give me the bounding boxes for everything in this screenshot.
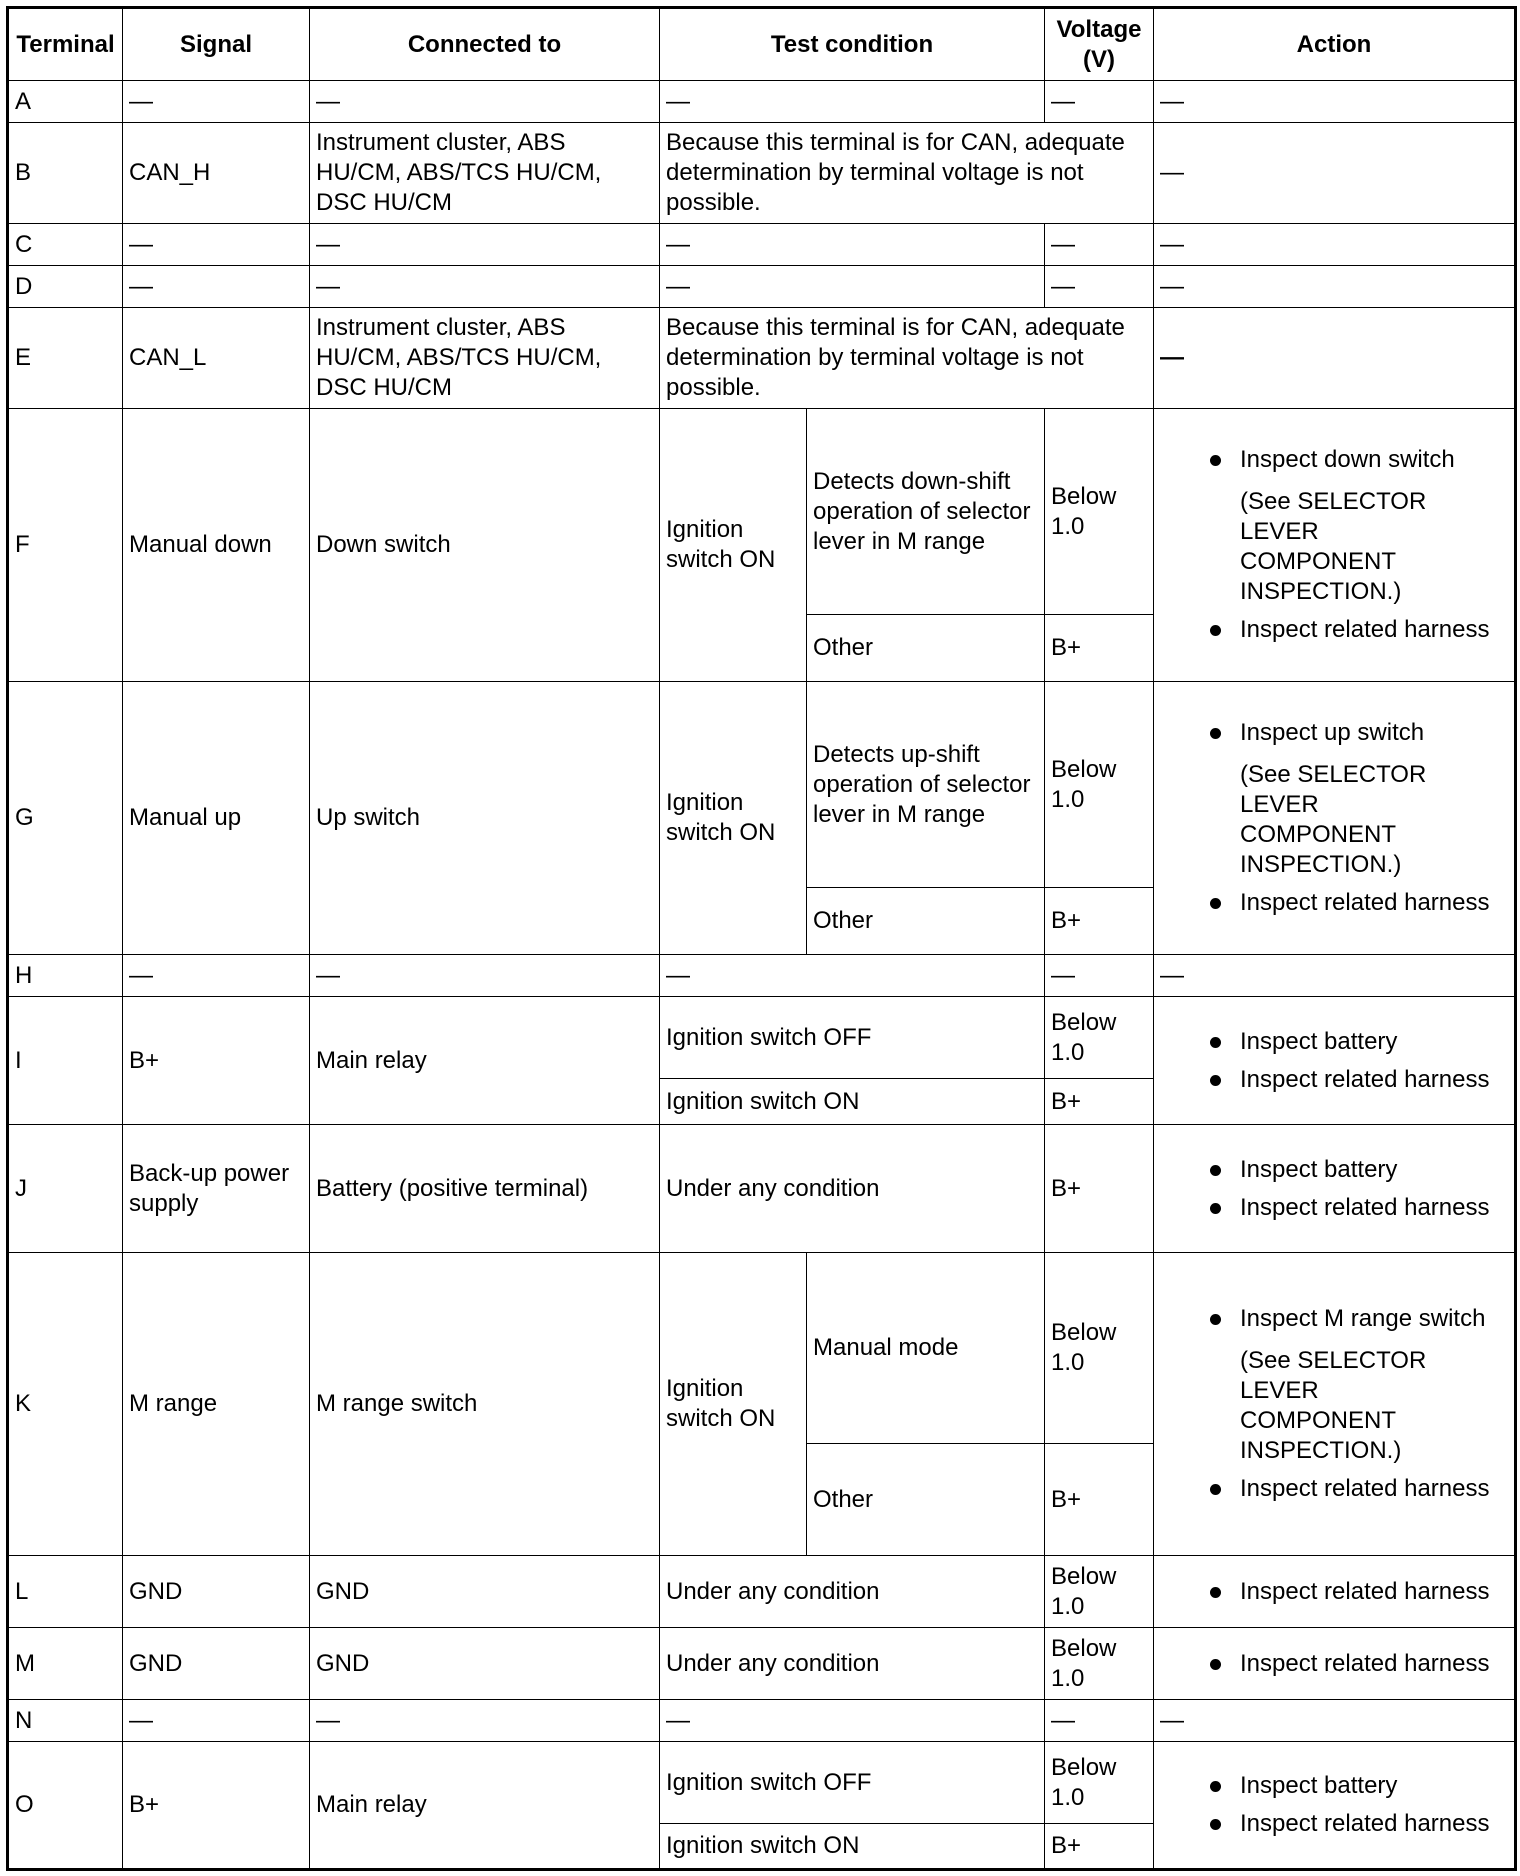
action-bullet: Inspect related harness [1160,1809,1508,1839]
table-row [8,682,1516,888]
voltage-cell: B+ [1045,1444,1154,1556]
connected-cell: — [310,955,660,997]
header-action: Action [1154,8,1516,81]
action-cell [1154,1742,1516,1870]
terminal-cell: K [8,1253,123,1556]
condition-cell: — [660,955,1045,997]
condition-cell: — [660,224,1045,266]
voltage-cell: Below 1.0 [1045,682,1154,888]
condition-cell: Ignition switch ON [660,409,807,682]
terminal-cell: J [8,1125,123,1253]
header-terminal: Terminal [8,8,123,81]
action-cell: — [1154,123,1516,224]
voltage-cell: Below 1.0 [1045,1253,1154,1444]
terminal-cell: N [8,1700,123,1742]
subcondition-cell: Other [807,615,1045,682]
voltage-cell: Below 1.0 [1045,997,1154,1079]
signal-cell: CAN_H [123,123,310,224]
connected-cell: Down switch [310,409,660,682]
header-signal: Signal [123,8,310,81]
terminal-cell: M [8,1628,123,1700]
action-bullet: Inspect battery [1160,1027,1508,1057]
table-row [8,1125,1516,1253]
table-row [8,997,1516,1079]
action-cell: — [1154,955,1516,997]
header-voltage: Voltage (V) [1045,8,1154,81]
connected-cell: GND [310,1628,660,1700]
action-bullet: Inspect related harness [1160,615,1508,645]
signal-cell: — [123,1700,310,1742]
action-text: Inspect M range switch [1240,1305,1486,1332]
action-cell [1154,409,1516,682]
condition-cell: — [660,266,1045,308]
connected-cell: Instrument cluster, ABS HU/CM, ABS/TCS HU/CM, DSC HU/CM [310,308,660,409]
signal-cell: — [123,955,310,997]
table-row [8,1742,1516,1824]
condition-cell: Ignition switch ON [660,1824,1045,1870]
voltage-cell: B+ [1045,615,1154,682]
table-row [8,409,1516,615]
signal-cell: Manual down [123,409,310,682]
terminal-cell: D [8,266,123,308]
connected-cell: — [310,224,660,266]
table-row [8,123,1516,224]
terminal-cell: A [8,81,123,123]
condition-cell: Ignition switch ON [660,1079,1045,1125]
signal-cell: — [123,266,310,308]
voltage-cell: Below 1.0 [1045,1556,1154,1628]
action-bullet [1160,445,1508,607]
terminal-cell: B [8,123,123,224]
condition-cell: — [660,81,1045,123]
action-cell: — [1154,266,1516,308]
voltage-cell: Below 1.0 [1045,409,1154,615]
signal-cell: — [123,81,310,123]
signal-cell: Manual up [123,682,310,955]
terminal-cell: C [8,224,123,266]
table-row [8,955,1516,997]
condition-cell: Ignition switch OFF [660,1742,1045,1824]
connected-cell: — [310,81,660,123]
action-cell [1154,1125,1516,1253]
action-text: Inspect down switch [1240,446,1455,473]
subcondition-cell: Other [807,888,1045,955]
signal-cell: GND [123,1628,310,1700]
connected-cell: M range switch [310,1253,660,1556]
terminal-cell: G [8,682,123,955]
action-cell [1154,1556,1516,1628]
condition-cell: Ignition switch ON [660,682,807,955]
condition-cell: Under any condition [660,1125,1045,1253]
condition-cell: Ignition switch ON [660,1253,807,1556]
header-row [8,8,1516,81]
terminal-cell: H [8,955,123,997]
connected-cell: Battery (positive terminal) [310,1125,660,1253]
reference-note: (See SELECTOR LEVER COMPONENT INSPECTION.) [1240,488,1427,605]
table-row [8,81,1516,123]
condition-cell: Ignition switch OFF [660,997,1045,1079]
signal-cell: B+ [123,1742,310,1870]
table-row [8,1556,1516,1628]
action-bullet: Inspect battery [1160,1771,1508,1801]
table-row [8,224,1516,266]
action-bullet: Inspect related harness [1160,1649,1508,1679]
action-cell: — [1154,1700,1516,1742]
terminal-cell: O [8,1742,123,1870]
action-cell: — [1154,308,1516,409]
condition-cell: Because this terminal is for CAN, adequate determination by terminal voltage is not possible. [660,123,1154,224]
reference-note: (See SELECTOR LEVER COMPONENT INSPECTION.) [1240,1347,1427,1464]
action-cell: — [1154,81,1516,123]
action-bullet: Inspect related harness [1160,1193,1508,1223]
connected-cell: — [310,266,660,308]
action-cell [1154,682,1516,955]
table-row [8,1253,1516,1444]
terminal-voltage-table [6,6,1517,1871]
connected-cell: Instrument cluster, ABS HU/CM, ABS/TCS HU/CM, DSC HU/CM [310,123,660,224]
voltage-cell: — [1045,955,1154,997]
table-row [8,1628,1516,1700]
subcondition-cell: Manual mode [807,1253,1045,1444]
action-bullet: Inspect related harness [1160,1577,1508,1607]
voltage-cell: Below 1.0 [1045,1628,1154,1700]
header-test-condition: Test condition [660,8,1045,81]
action-bullet: Inspect battery [1160,1155,1508,1185]
signal-cell: Back-up power supply [123,1125,310,1253]
signal-cell: CAN_L [123,308,310,409]
action-bullet [1160,1304,1508,1466]
terminal-cell: L [8,1556,123,1628]
voltage-cell: Below 1.0 [1045,1742,1154,1824]
condition-cell: Under any condition [660,1556,1045,1628]
connected-cell: — [310,1700,660,1742]
terminal-cell: F [8,409,123,682]
voltage-cell: B+ [1045,1125,1154,1253]
action-cell [1154,1628,1516,1700]
connected-cell: Main relay [310,997,660,1125]
subcondition-cell: Detects down-shift operation of selector lever in M range [807,409,1045,615]
voltage-cell: B+ [1045,888,1154,955]
action-bullet: Inspect related harness [1160,1065,1508,1095]
action-text: Inspect up switch [1240,719,1425,746]
condition-cell: Under any condition [660,1628,1045,1700]
table-row [8,1700,1516,1742]
signal-cell: B+ [123,997,310,1125]
voltage-cell: B+ [1045,1824,1154,1870]
voltage-cell: — [1045,81,1154,123]
subcondition-cell: Other [807,1444,1045,1556]
condition-cell: — [660,1700,1045,1742]
table-row [8,308,1516,409]
signal-cell: GND [123,1556,310,1628]
action-bullet: Inspect related harness [1160,888,1508,918]
action-bullet [1160,718,1508,880]
voltage-cell: — [1045,266,1154,308]
connected-cell: GND [310,1556,660,1628]
connected-cell: Up switch [310,682,660,955]
header-connected-to: Connected to [310,8,660,81]
subcondition-cell: Detects up-shift operation of selector lever in M range [807,682,1045,888]
voltage-cell: — [1045,1700,1154,1742]
voltage-cell: B+ [1045,1079,1154,1125]
table-row [8,266,1516,308]
terminal-cell: E [8,308,123,409]
action-cell [1154,997,1516,1125]
action-cell: — [1154,224,1516,266]
signal-cell: — [123,224,310,266]
reference-note: (See SELECTOR LEVER COMPONENT INSPECTION.) [1240,761,1427,878]
condition-cell: Because this terminal is for CAN, adequate determination by terminal voltage is not possible. [660,308,1154,409]
terminal-voltage-table-container [6,6,1517,1871]
connected-cell: Main relay [310,1742,660,1870]
voltage-cell: — [1045,224,1154,266]
action-bullet: Inspect related harness [1160,1474,1508,1504]
terminal-cell: I [8,997,123,1125]
action-cell [1154,1253,1516,1556]
signal-cell: M range [123,1253,310,1556]
